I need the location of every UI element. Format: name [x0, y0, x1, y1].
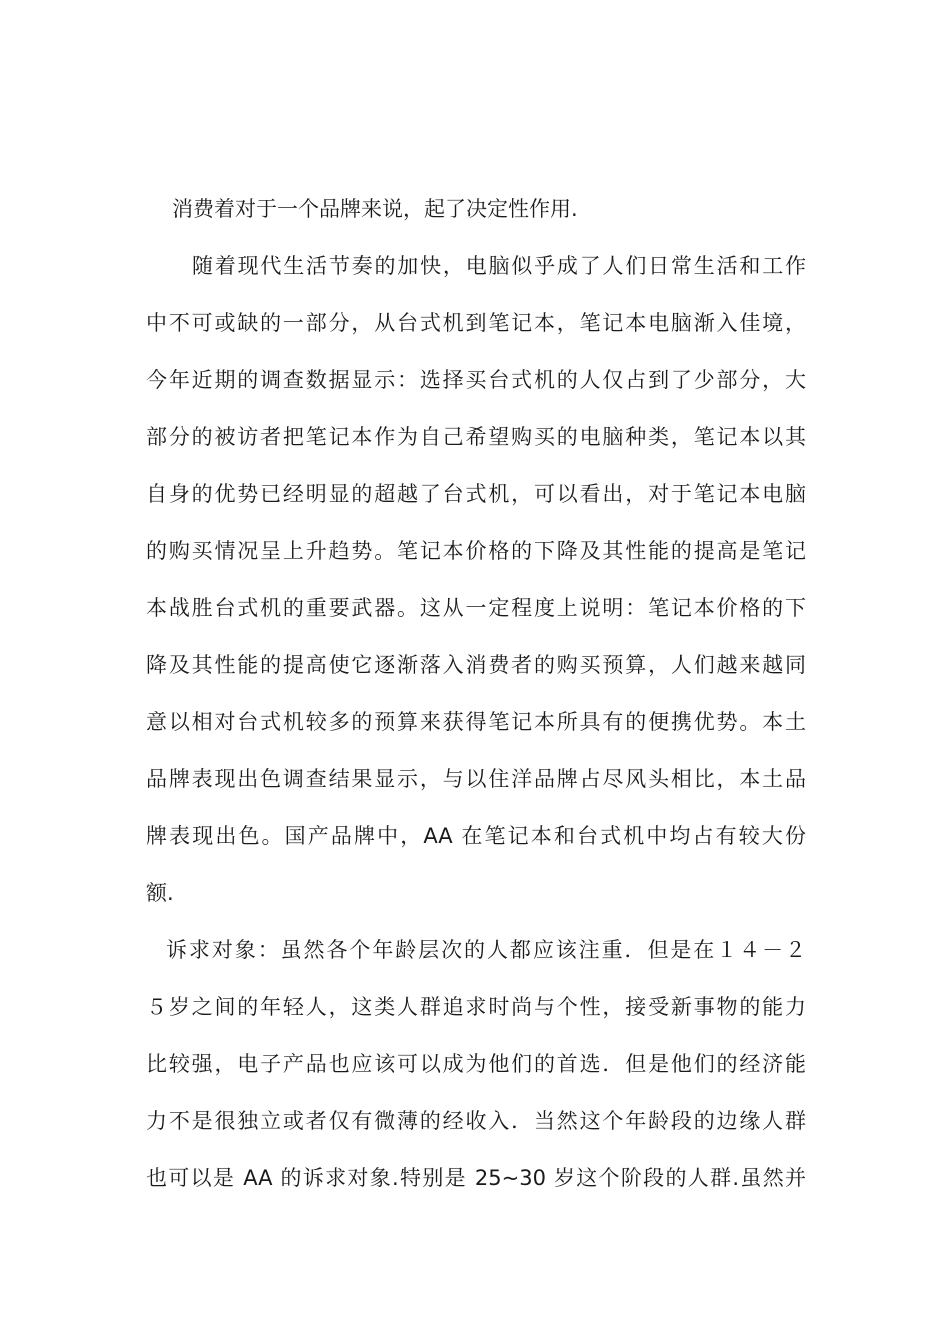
text-line: 比较强，电子产品也应该可以成为他们的首选．但是他们的经济能: [146, 1052, 806, 1076]
text-line: 降及其性能的提高使它逐渐落入消费者的购买预算，人们越来越同: [146, 653, 806, 677]
text-line: 品牌表现出色调查结果显示，与以住洋品牌占尽风头相比，本土品: [146, 767, 806, 791]
text-line: ５岁之间的年轻人，这类人群追求时尚与个性，接受新事物的能力: [146, 995, 806, 1019]
text-line: 本战胜台式机的重要武器。这从一定程度上说明：笔记本价格的下: [146, 596, 806, 620]
text-line: 的购买情况呈上升趋势。笔记本价格的下降及其性能的提高是笔记: [146, 539, 806, 563]
text-line: 消费着对于一个品牌来说，起了决定性作用.: [172, 197, 578, 221]
text-line: 随着现代生活节奏的加快，电脑似乎成了人们日常生活和工作: [192, 254, 806, 278]
text-line: 中不可或缺的一部分，从台式机到笔记本，笔记本电脑渐入佳境，: [146, 311, 806, 335]
text-line: 也可以是 AA 的诉求对象.特别是 25~30 岁这个阶段的人群.虽然并: [146, 1166, 806, 1190]
text-line: 力不是很独立或者仅有微薄的经收入．当然这个年龄段的边缘人群: [146, 1109, 806, 1133]
text-line: 牌表现出色。国产品牌中，AA 在笔记本和台式机中均占有较大份: [146, 824, 806, 848]
text-line: 自身的优势已经明显的超越了台式机，可以看出，对于笔记本电脑: [146, 482, 806, 506]
text-line: 部分的被访者把笔记本作为自己希望购买的电脑种类，笔记本以其: [146, 425, 806, 449]
text-line: 诉求对象：虽然各个年龄层次的人都应该注重．但是在１４－２: [166, 938, 806, 962]
text-line: 意以相对台式机较多的预算来获得笔记本所具有的便携优势。本土: [146, 710, 806, 734]
text-line: 额.: [146, 881, 174, 905]
text-line: 今年近期的调查数据显示：选择买台式机的人仅占到了少部分，大: [146, 368, 806, 392]
